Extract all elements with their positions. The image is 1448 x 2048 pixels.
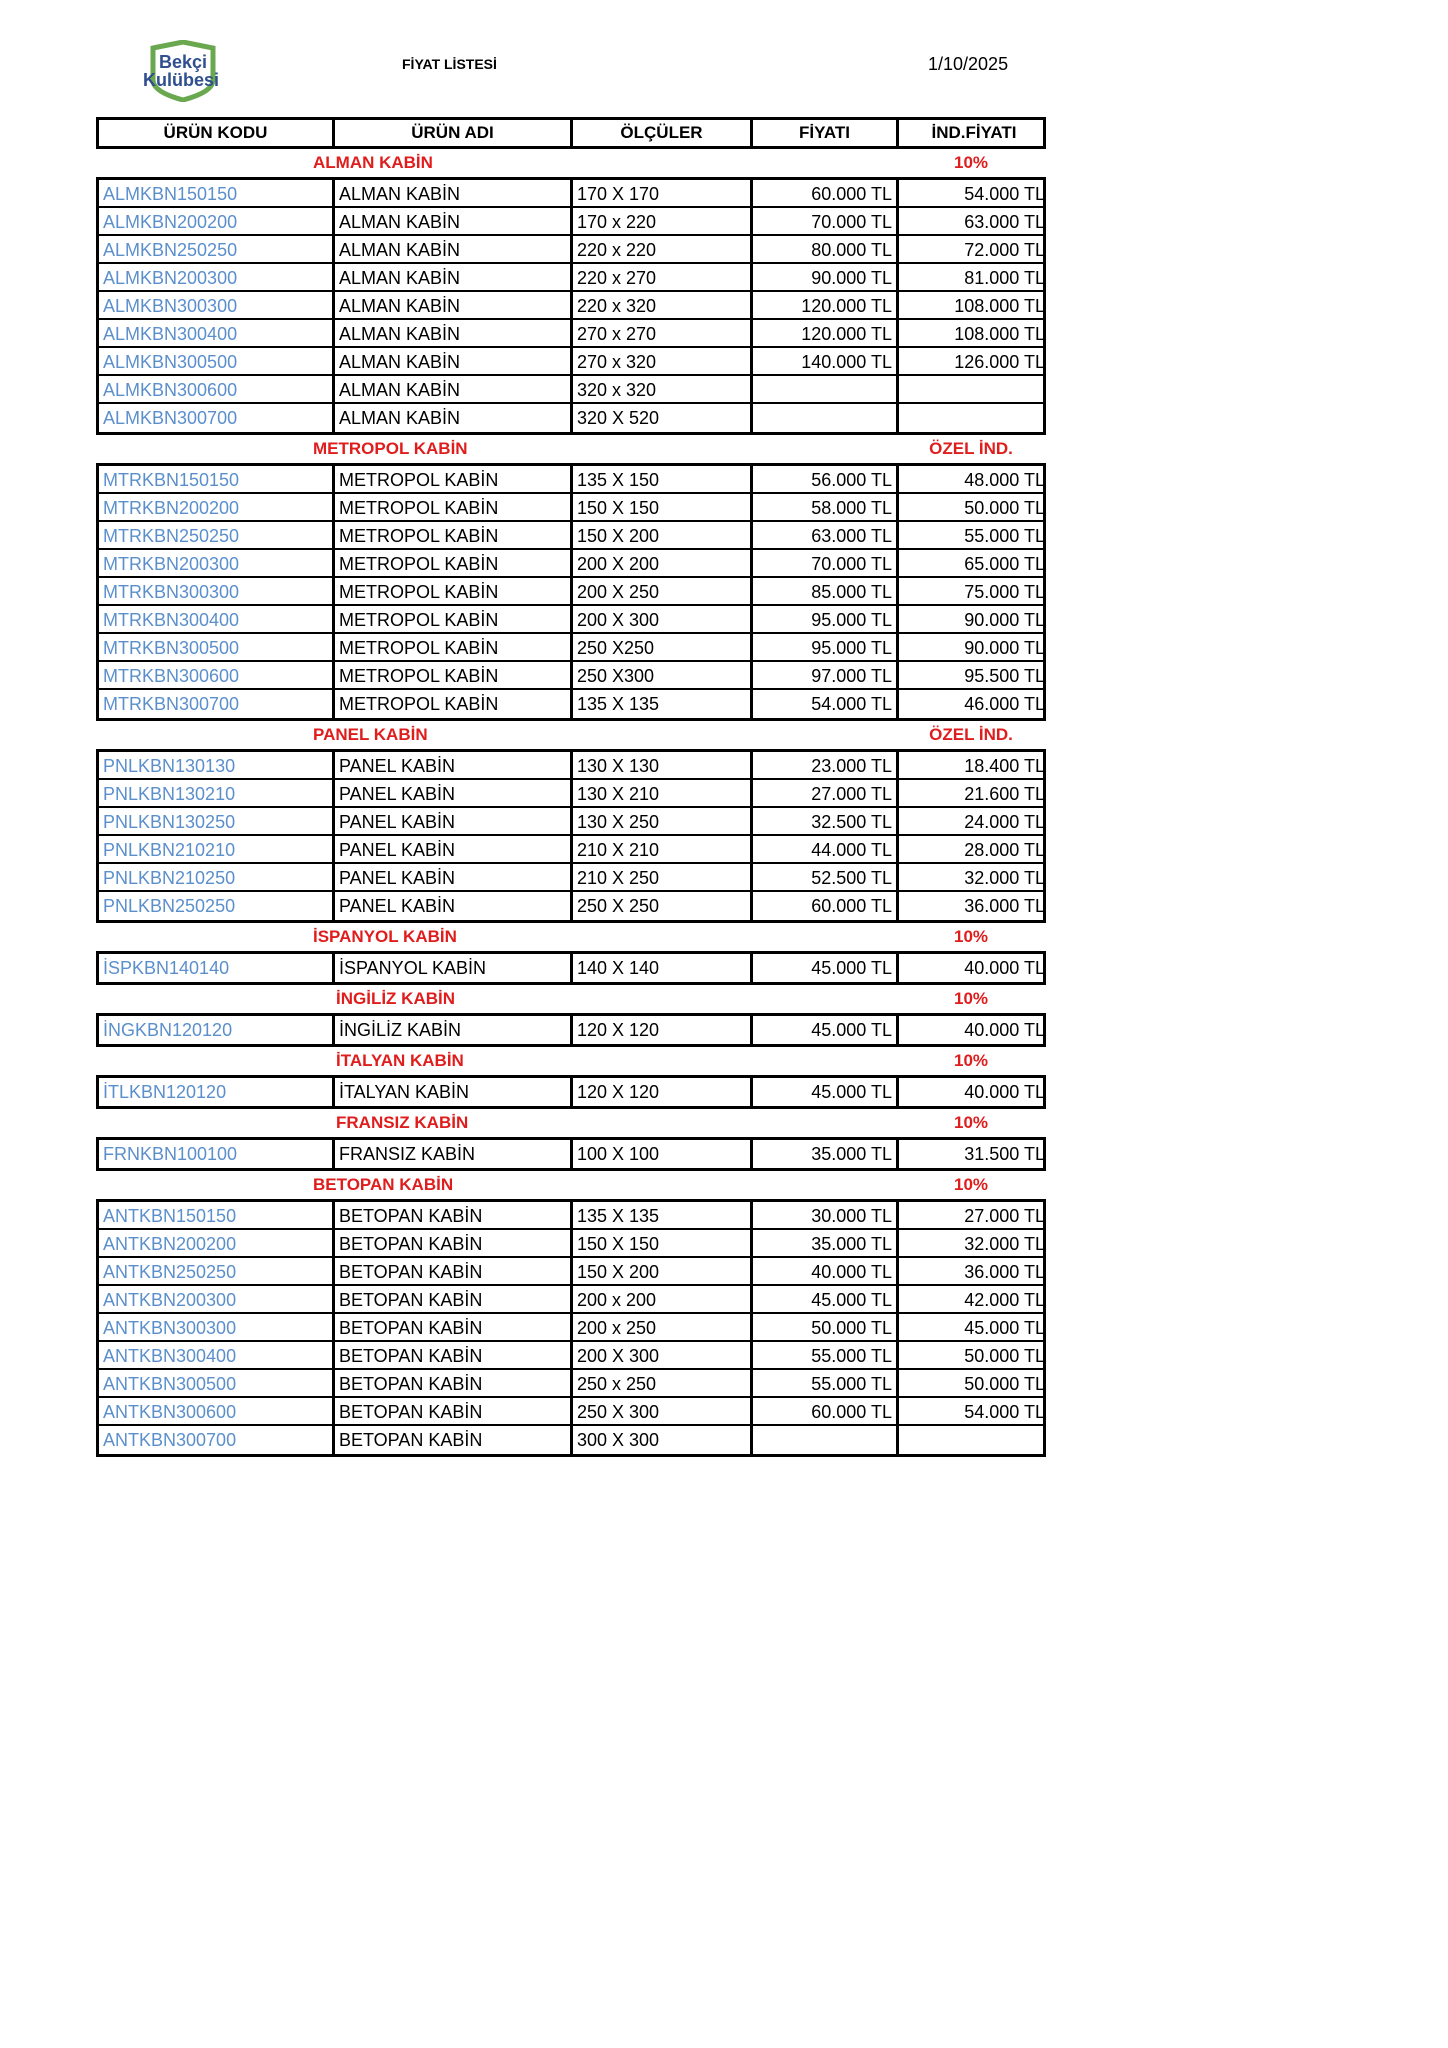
product-price: 35.000 TL <box>753 1140 899 1168</box>
product-size: 250 X 300 <box>573 1398 753 1424</box>
section-header <box>96 721 1046 749</box>
product-discount-price: 54.000 TL <box>964 1402 1045 1422</box>
section-title: BETOPAN KABİN <box>313 1175 454 1194</box>
product-code: MTRKBN150150 <box>99 466 335 492</box>
section-discount: ÖZEL İND. <box>929 725 1013 744</box>
product-name: BETOPAN KABİN <box>335 1342 573 1368</box>
section-header <box>96 1109 1046 1137</box>
product-discount-price: 24.000 TL <box>964 812 1045 832</box>
product-name: PANEL KABİN <box>335 892 573 920</box>
table-row <box>99 1230 1043 1258</box>
product-discount-price: 50.000 TL <box>964 1374 1045 1394</box>
section-title: METROPOL KABİN <box>313 439 468 458</box>
product-size: 220 x 270 <box>573 264 753 290</box>
product-size: 150 X 150 <box>573 1230 753 1256</box>
product-size: 320 x 320 <box>573 376 753 402</box>
table-row <box>99 1314 1043 1342</box>
product-discount-price: 40.000 TL <box>964 958 1045 978</box>
table-row <box>99 752 1043 780</box>
section-spacer <box>750 923 896 951</box>
product-price: 55.000 TL <box>753 1342 899 1368</box>
product-name: ALMAN KABİN <box>335 236 573 262</box>
table-row <box>99 292 1043 320</box>
column-header-price: FİYATI <box>753 120 899 146</box>
product-code: ANTKBN200200 <box>99 1230 335 1256</box>
table-row <box>99 606 1043 634</box>
product-name: BETOPAN KABİN <box>335 1370 573 1396</box>
product-code: ALMKBN300500 <box>99 348 335 374</box>
section-rows <box>96 463 1046 721</box>
product-size: 170 X 170 <box>573 180 753 206</box>
table-row <box>99 466 1043 494</box>
product-name: PANEL KABİN <box>335 752 573 778</box>
product-code: ANTKBN250250 <box>99 1258 335 1284</box>
product-size: 250 X 250 <box>573 892 753 920</box>
product-name: ALMAN KABİN <box>335 180 573 206</box>
section-discount: 10% <box>953 1175 989 1194</box>
product-size: 200 X 300 <box>573 606 753 632</box>
product-discount-price: 27.000 TL <box>964 1206 1045 1226</box>
product-code: MTRKBN300600 <box>99 662 335 688</box>
product-name: ALMAN KABİN <box>335 208 573 234</box>
section-title: FRANSIZ KABİN <box>336 1113 469 1132</box>
table-header <box>96 117 1046 149</box>
product-discount-price: 126.000 TL <box>954 352 1045 372</box>
product-code: ALMKBN300700 <box>99 404 335 432</box>
product-discount-price: 108.000 TL <box>954 296 1045 316</box>
table-row <box>99 1140 1043 1168</box>
product-discount-price: 81.000 TL <box>964 268 1045 288</box>
product-size: 270 x 270 <box>573 320 753 346</box>
product-discount-price: 65.000 TL <box>964 554 1045 574</box>
section-spacer <box>750 149 896 177</box>
product-code: ANTKBN300400 <box>99 1342 335 1368</box>
section-rows <box>96 1075 1046 1109</box>
product-size: 200 X 300 <box>573 1342 753 1368</box>
section-rows <box>96 951 1046 985</box>
product-price: 27.000 TL <box>753 780 899 806</box>
section-title: İSPANYOL KABİN <box>313 927 457 946</box>
product-name: PANEL KABİN <box>335 864 573 890</box>
company-logo <box>143 40 223 102</box>
product-code: MTRKBN200300 <box>99 550 335 576</box>
product-discount-price <box>899 376 1049 402</box>
section-title: İNGİLİZ KABİN <box>336 989 455 1008</box>
product-code: İNGKBN120120 <box>99 1016 335 1044</box>
product-name: BETOPAN KABİN <box>335 1230 573 1256</box>
table-row <box>99 348 1043 376</box>
section-rows <box>96 749 1046 923</box>
product-discount-price: 72.000 TL <box>964 240 1045 260</box>
product-price: 50.000 TL <box>753 1314 899 1340</box>
product-name: METROPOL KABİN <box>335 662 573 688</box>
product-price: 95.000 TL <box>753 634 899 660</box>
section-header <box>96 923 1046 951</box>
product-size: 100 X 100 <box>573 1140 753 1168</box>
product-size: 200 x 200 <box>573 1286 753 1312</box>
product-discount-price: 18.400 TL <box>964 756 1045 776</box>
section-spacer <box>750 1109 896 1137</box>
product-name: ALMAN KABİN <box>335 376 573 402</box>
section-spacer <box>750 721 896 749</box>
product-price <box>753 1426 899 1454</box>
section-spacer <box>750 1047 896 1075</box>
table-row <box>99 954 1043 982</box>
product-price: 45.000 TL <box>753 1078 899 1106</box>
section-discount: 10% <box>953 1113 989 1132</box>
product-code: ALMKBN300300 <box>99 292 335 318</box>
product-name: METROPOL KABİN <box>335 522 573 548</box>
product-discount-price: 36.000 TL <box>964 1262 1045 1282</box>
table-row <box>99 1370 1043 1398</box>
product-price: 32.500 TL <box>753 808 899 834</box>
table-row <box>99 780 1043 808</box>
product-price: 56.000 TL <box>753 466 899 492</box>
product-name: ALMAN KABİN <box>335 264 573 290</box>
product-price <box>753 376 899 402</box>
product-price: 90.000 TL <box>753 264 899 290</box>
product-code: MTRKBN300500 <box>99 634 335 660</box>
section-header <box>96 1171 1046 1199</box>
column-header-code: ÜRÜN KODU <box>99 120 335 146</box>
product-price: 80.000 TL <box>753 236 899 262</box>
product-name: BETOPAN KABİN <box>335 1258 573 1284</box>
product-discount-price: 28.000 TL <box>964 840 1045 860</box>
section-discount: ÖZEL İND. <box>929 439 1013 458</box>
product-discount-price: 50.000 TL <box>964 1346 1045 1366</box>
section-spacer <box>750 435 896 463</box>
product-code: MTRKBN200200 <box>99 494 335 520</box>
product-size: 250 X300 <box>573 662 753 688</box>
product-discount-price <box>899 404 1049 432</box>
product-code: ANTKBN200300 <box>99 1286 335 1312</box>
product-price: 63.000 TL <box>753 522 899 548</box>
table-row <box>99 690 1043 718</box>
product-size: 270 x 320 <box>573 348 753 374</box>
section-spacer <box>750 1171 896 1199</box>
section-discount: 10% <box>953 989 989 1008</box>
table-row <box>99 808 1043 836</box>
product-name: METROPOL KABİN <box>335 550 573 576</box>
product-size: 130 X 210 <box>573 780 753 806</box>
product-discount-price: 45.000 TL <box>964 1318 1045 1338</box>
product-size: 300 X 300 <box>573 1426 753 1454</box>
product-discount-price: 75.000 TL <box>964 582 1045 602</box>
product-name: METROPOL KABİN <box>335 606 573 632</box>
product-price: 97.000 TL <box>753 662 899 688</box>
product-name: İNGİLİZ KABİN <box>335 1016 573 1044</box>
section-title: ALMAN KABİN <box>313 153 433 172</box>
product-code: ALMKBN200300 <box>99 264 335 290</box>
product-size: 210 X 210 <box>573 836 753 862</box>
product-name: FRANSIZ KABİN <box>335 1140 573 1168</box>
product-size: 200 X 200 <box>573 550 753 576</box>
product-size: 120 X 120 <box>573 1016 753 1044</box>
svg-text:Bekçi: Bekçi <box>158 52 208 72</box>
table-row <box>99 1398 1043 1426</box>
product-price: 45.000 TL <box>753 954 899 982</box>
product-code: PNLKBN210210 <box>99 836 335 862</box>
product-price: 55.000 TL <box>753 1370 899 1396</box>
product-name: METROPOL KABİN <box>335 578 573 604</box>
table-row <box>99 1426 1043 1454</box>
product-code: PNLKBN210250 <box>99 864 335 890</box>
product-discount-price: 63.000 TL <box>964 212 1045 232</box>
product-code: MTRKBN300700 <box>99 690 335 718</box>
table-row <box>99 578 1043 606</box>
product-code: ALMKBN200200 <box>99 208 335 234</box>
table-row <box>99 1016 1043 1044</box>
product-size: 150 X 200 <box>573 1258 753 1284</box>
product-discount-price: 46.000 TL <box>964 694 1045 714</box>
product-code: ANTKBN300500 <box>99 1370 335 1396</box>
product-size: 250 X250 <box>573 634 753 660</box>
table-row <box>99 836 1043 864</box>
product-name: ALMAN KABİN <box>335 348 573 374</box>
product-discount-price: 55.000 TL <box>964 526 1045 546</box>
product-size: 130 X 250 <box>573 808 753 834</box>
product-code: FRNKBN100100 <box>99 1140 335 1168</box>
product-discount-price: 108.000 TL <box>954 324 1045 344</box>
product-size: 150 X 200 <box>573 522 753 548</box>
section-title: PANEL KABİN <box>313 725 428 744</box>
product-price: 52.500 TL <box>753 864 899 890</box>
product-price: 35.000 TL <box>753 1230 899 1256</box>
product-code: MTRKBN300400 <box>99 606 335 632</box>
product-price: 30.000 TL <box>753 1202 899 1228</box>
section-rows <box>96 1199 1046 1457</box>
product-price: 45.000 TL <box>753 1016 899 1044</box>
product-code: PNLKBN130250 <box>99 808 335 834</box>
section-rows <box>96 1013 1046 1047</box>
product-code: PNLKBN250250 <box>99 892 335 920</box>
price-table <box>96 117 1046 1457</box>
product-code: PNLKBN130210 <box>99 780 335 806</box>
table-row <box>99 494 1043 522</box>
product-price: 95.000 TL <box>753 606 899 632</box>
product-discount-price: 42.000 TL <box>964 1290 1045 1310</box>
product-price: 58.000 TL <box>753 494 899 520</box>
product-size: 320 X 520 <box>573 404 753 432</box>
product-price: 70.000 TL <box>753 208 899 234</box>
column-header-name: ÜRÜN ADI <box>335 120 573 146</box>
product-discount-price: 95.500 TL <box>964 666 1045 686</box>
product-name: BETOPAN KABİN <box>335 1398 573 1424</box>
section-header <box>96 1047 1046 1075</box>
table-row <box>99 892 1043 920</box>
table-row <box>99 264 1043 292</box>
product-size: 135 X 135 <box>573 690 753 718</box>
table-body <box>96 149 1046 1457</box>
product-code: ANTKBN300300 <box>99 1314 335 1340</box>
product-price: 120.000 TL <box>753 320 899 346</box>
product-price: 45.000 TL <box>753 1286 899 1312</box>
product-price: 40.000 TL <box>753 1258 899 1284</box>
svg-text:Kulübesi: Kulübesi <box>143 70 220 90</box>
product-discount-price: 48.000 TL <box>964 470 1045 490</box>
product-discount-price: 90.000 TL <box>964 638 1045 658</box>
section-discount: 10% <box>953 927 989 946</box>
product-discount-price: 21.600 TL <box>964 784 1045 804</box>
table-row <box>99 1286 1043 1314</box>
table-row <box>99 1078 1043 1106</box>
document-title: FİYAT LİSTESİ <box>402 56 497 72</box>
product-name: İSPANYOL KABİN <box>335 954 573 982</box>
product-price: 60.000 TL <box>753 1398 899 1424</box>
product-size: 220 x 320 <box>573 292 753 318</box>
table-row <box>99 180 1043 208</box>
product-size: 120 X 120 <box>573 1078 753 1106</box>
product-name: ALMAN KABİN <box>335 292 573 318</box>
product-code: MTRKBN250250 <box>99 522 335 548</box>
product-code: MTRKBN300300 <box>99 578 335 604</box>
product-name: PANEL KABİN <box>335 780 573 806</box>
product-name: ALMAN KABİN <box>335 404 573 432</box>
product-code: ALMKBN300600 <box>99 376 335 402</box>
product-size: 210 X 250 <box>573 864 753 890</box>
product-name: BETOPAN KABİN <box>335 1314 573 1340</box>
product-discount-price <box>899 1426 1049 1454</box>
column-header-size: ÖLÇÜLER <box>573 120 753 146</box>
section-header <box>96 435 1046 463</box>
table-row <box>99 320 1043 348</box>
section-header <box>96 985 1046 1013</box>
product-size: 135 X 150 <box>573 466 753 492</box>
product-name: METROPOL KABİN <box>335 494 573 520</box>
table-row <box>99 864 1043 892</box>
product-size: 130 X 130 <box>573 752 753 778</box>
product-code: ANTKBN300600 <box>99 1398 335 1424</box>
product-price: 120.000 TL <box>753 292 899 318</box>
section-title: İTALYAN KABİN <box>336 1051 464 1070</box>
product-code: ANTKBN300700 <box>99 1426 335 1454</box>
product-discount-price: 40.000 TL <box>964 1082 1045 1102</box>
product-discount-price: 54.000 TL <box>964 184 1045 204</box>
product-size: 170 x 220 <box>573 208 753 234</box>
document-date: 1/10/2025 <box>928 54 1009 74</box>
table-row <box>99 522 1043 550</box>
table-row <box>99 1342 1043 1370</box>
table-row <box>99 236 1043 264</box>
table-row <box>99 1202 1043 1230</box>
product-discount-price: 90.000 TL <box>964 610 1045 630</box>
product-discount-price: 31.500 TL <box>964 1144 1045 1164</box>
section-rows <box>96 1137 1046 1171</box>
product-name: ALMAN KABİN <box>335 320 573 346</box>
product-name: BETOPAN KABİN <box>335 1286 573 1312</box>
product-size: 140 X 140 <box>573 954 753 982</box>
product-name: PANEL KABİN <box>335 836 573 862</box>
product-size: 250 x 250 <box>573 1370 753 1396</box>
product-discount-price: 32.000 TL <box>964 1234 1045 1254</box>
product-price: 60.000 TL <box>753 892 899 920</box>
product-discount-price: 40.000 TL <box>964 1020 1045 1040</box>
product-name: METROPOL KABİN <box>335 690 573 718</box>
product-name: BETOPAN KABİN <box>335 1426 573 1454</box>
product-code: ALMKBN300400 <box>99 320 335 346</box>
product-code: İSPKBN140140 <box>99 954 335 982</box>
product-name: İTALYAN KABİN <box>335 1078 573 1106</box>
product-price: 140.000 TL <box>753 348 899 374</box>
table-row <box>99 550 1043 578</box>
product-code: İTLKBN120120 <box>99 1078 335 1106</box>
section-header <box>96 149 1046 177</box>
section-discount: 10% <box>953 153 989 172</box>
product-price: 85.000 TL <box>753 578 899 604</box>
product-price: 23.000 TL <box>753 752 899 778</box>
product-price <box>753 404 899 432</box>
product-name: METROPOL KABİN <box>335 634 573 660</box>
product-price: 60.000 TL <box>753 180 899 206</box>
product-size: 200 X 250 <box>573 578 753 604</box>
product-size: 200 x 250 <box>573 1314 753 1340</box>
product-code: ALMKBN250250 <box>99 236 335 262</box>
section-discount: 10% <box>953 1051 989 1070</box>
table-row <box>99 376 1043 404</box>
product-code: PNLKBN130130 <box>99 752 335 778</box>
table-row <box>99 1258 1043 1286</box>
product-size: 150 X 150 <box>573 494 753 520</box>
product-price: 70.000 TL <box>753 550 899 576</box>
table-row <box>99 662 1043 690</box>
product-discount-price: 36.000 TL <box>964 896 1045 916</box>
product-price: 54.000 TL <box>753 690 899 718</box>
table-row <box>99 404 1043 432</box>
product-size: 220 x 220 <box>573 236 753 262</box>
table-row <box>99 634 1043 662</box>
product-name: BETOPAN KABİN <box>335 1202 573 1228</box>
product-code: ANTKBN150150 <box>99 1202 335 1228</box>
product-size: 135 X 135 <box>573 1202 753 1228</box>
section-spacer <box>750 985 896 1013</box>
table-row <box>99 208 1043 236</box>
product-price: 44.000 TL <box>753 836 899 862</box>
product-name: PANEL KABİN <box>335 808 573 834</box>
product-discount-price: 32.000 TL <box>964 868 1045 888</box>
product-name: METROPOL KABİN <box>335 466 573 492</box>
product-discount-price: 50.000 TL <box>964 498 1045 518</box>
column-header-discount-price: İND.FİYATI <box>931 123 1017 142</box>
product-code: ALMKBN150150 <box>99 180 335 206</box>
section-rows <box>96 177 1046 435</box>
